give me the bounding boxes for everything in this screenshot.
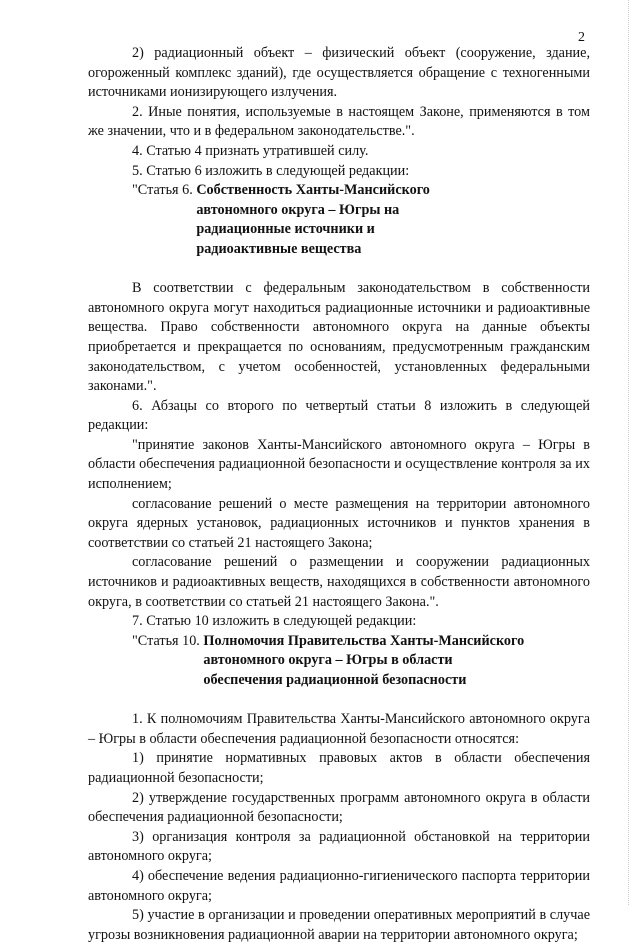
paragraph-ownership: В соответствии с федеральным законодательством в собственности автономного округа могут находиться радиационные источники и радиоактивные вещества. Право собственности автономного округа на данные объекты приобретается и прекращается по основаниям, предусмотренным гражданским законодательством, с учетом особенностей, установленных федеральными законами.". [88,280,590,395]
list-item-3: 3) организация контроля за радиационной обстановкой на территории автономного округа; [88,828,590,865]
article-6-label: "Статья 6. [132,182,197,199]
spacer [88,260,590,280]
article-6-title: Собственность Ханты-Мансийского автономного округа – Югры на радиационные источники и радиоактивные вещества [196,182,430,257]
paragraph-powers-intro: 1. К полномочиям Правительства Ханты-Мансийского автономного округа – Югры в области обеспечения радиационной безопасности относятся: [88,711,590,747]
document-body [88,44,590,945]
paragraph-laws-adoption: "принятие законов Ханты-Мансийского автономного округа – Югры в области обеспечения радиационной безопасности и осуществление контроля за их исполнением; [88,436,590,493]
page-number: 2 [578,30,585,45]
paragraph-article-10-intro: 7. Статью 10 изложить в следующей редакции: [132,613,417,630]
paragraph-construction-approval: согласование решений о размещении и сооружении радиационных источников и радиоактивных веществ, находящихся в собственности автономного округа, в соответствии со статьей 21 настоящего Закона.". [88,554,590,610]
article-10-title: Полномочия Правительства Ханты-Мансийского автономного округа – Югры в области обеспечения радиационной безопасности [203,632,525,688]
spacer [88,691,590,711]
paragraph-other-terms: 2. Иные понятия, используемые в настоящем Законе, применяются в том же значении, что и в федеральном законодательстве.". [88,103,590,140]
scan-edge-divider [628,0,629,905]
paragraph-article-8-intro: 6. Абзацы со второго по четвертый статьи 8 изложить в следующей редакции: [88,397,590,434]
paragraph-article-6-intro: 5. Статью 6 изложить в следующей редакции: [132,162,410,179]
paragraph-article-4: 4. Статью 4 признать утратившей силу. [132,142,369,159]
article-10-label: "Статья 10. [132,632,204,649]
list-item-1: 1) принятие нормативных правовых актов в области обеспечения радиационной безопасности; [88,750,590,786]
list-item-5: 5) участие в организации и проведении оперативных мероприятий в случае угрозы возникновения радиационной аварии на территории автономного округа; [88,907,590,943]
article-10-heading [88,632,590,691]
paragraph-radiation-object: 2) радиационный объект – физический объект (сооружение, здание, огороженный комплекс зданий), где осуществляется обращение с техногенными источниками ионизирующего излучения. [88,45,590,101]
article-6-heading [88,181,590,259]
list-item-4: 4) обеспечение ведения радиационно-гигиенического паспорта территории автономного округа; [88,867,590,904]
paragraph-placement-approval: согласование решений о месте размещения на территории автономного округа ядерных установок, радиационных источников и пунктов хранения в соответствии со статьей 21 настоящего Закона; [88,495,590,551]
list-item-2: 2) утверждение государственных программ автономного округа в области обеспечения радиационной безопасности; [88,789,590,826]
